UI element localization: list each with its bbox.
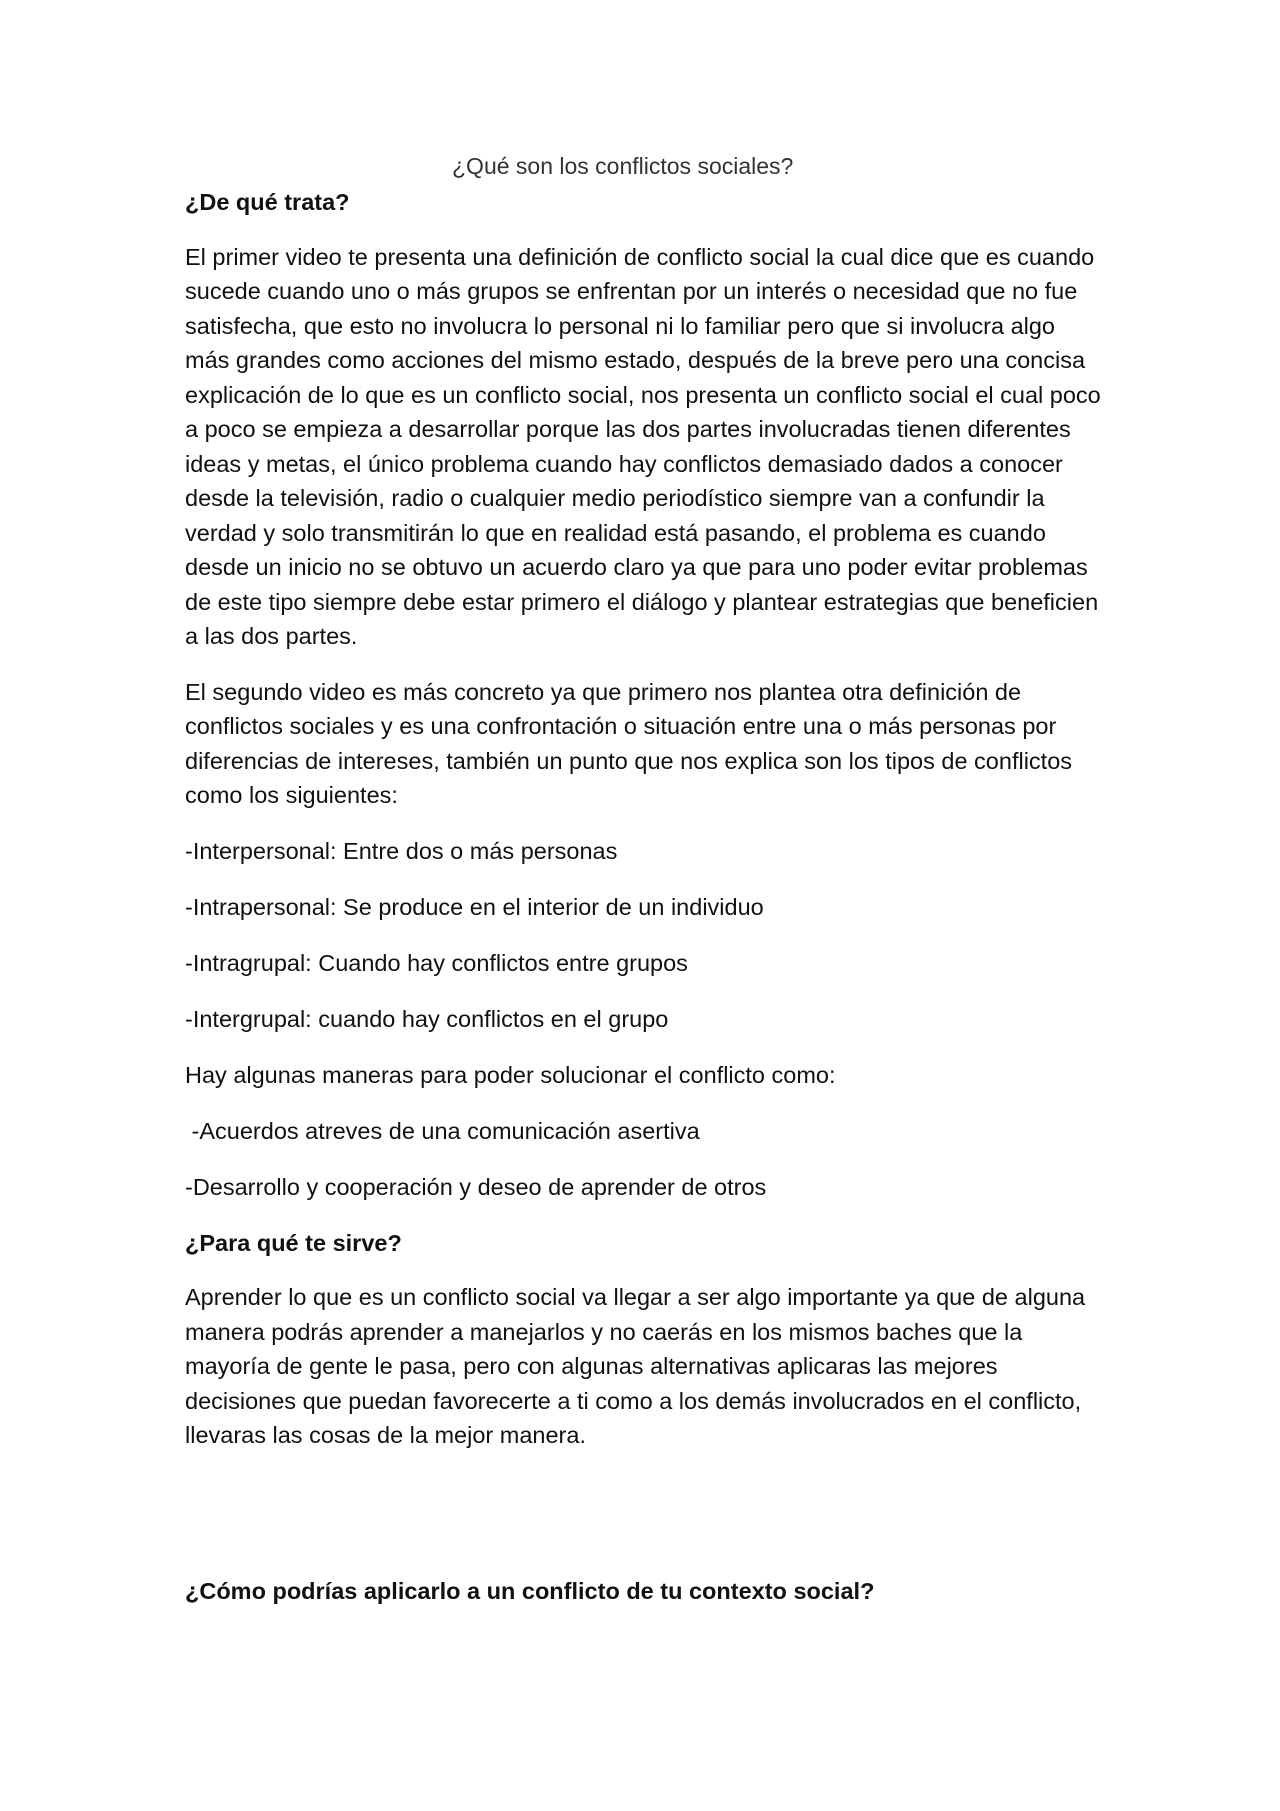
paragraph-second-video: El segundo video es más concreto ya que primero nos plantea otra definición de conflictos sociales y es una confrontación o situación entre una o más personas por diferencias de intereses, también un punto que nos explica son los tipos de conflictos como los siguientes: xyxy=(185,678,1073,808)
paragraph-first-video: El primer video te presenta una definición de conflicto social la cual dice que es cuando sucede cuando uno o más grupos se enfrentan por un interés o necesidad que no fue satisfecha, que esto no involucra lo personal ni lo familiar pero que si involucra algo más grandes como acciones del mismo estado, después de la breve pero una concisa explicación de lo que es un conflicto social, nos presenta un conflicto social el cual poco a poco se empieza a desarrollar porque las dos partes involucradas tienen diferentes ideas y metas, el único problema cuando hay conflictos demasiado dados a conocer desde la televisión, radio o cualquier medio periodístico siempre van a confundir la verdad y solo transmitirán lo que en realidad está pasando, el problema es cuando desde un inicio no se obtuvo un acuerdo claro ya que para uno poder evitar problemas de este tipo siempre debe estar primero el diálogo y plantear estrategias que beneficien a las dos partes. xyxy=(185,243,1101,649)
list-item-intergrupal: -Intergrupal: cuando hay conflictos en el grupo xyxy=(185,1005,669,1032)
document-title: ¿Qué son los conflictos sociales? xyxy=(452,153,794,179)
list-item-interpersonal: -Interpersonal: Entre dos o más personas xyxy=(185,837,618,864)
solutions-intro: Hay algunas maneras para poder solucionar el conflicto como: xyxy=(185,1061,836,1088)
list-item-intrapersonal: -Intrapersonal: Se produce en el interior de un individuo xyxy=(185,893,764,920)
list-item-solution-acuerdos: -Acuerdos atreves de una comunicación asertiva xyxy=(185,1117,700,1144)
list-item-solution-desarrollo: -Desarrollo y cooperación y deseo de aprender de otros xyxy=(185,1173,767,1200)
section-heading-para-que-sirve: ¿Para qué te sirve? xyxy=(185,1229,402,1256)
section-heading-de-que-trata: ¿De qué trata? xyxy=(185,189,350,215)
blank-space xyxy=(185,1474,1105,1574)
document-body xyxy=(185,185,1105,1628)
paragraph-usefulness: Aprender lo que es un conflicto social va llegar a ser algo importante ya que de alguna manera podrás aprender a manejarlos y no caerás en los mismos baches que la mayoría de gente le pasa, pero con algunas alternativas aplicaras las mejores decisiones que puedan favorecerte a ti como a los demás involucrados en el conflicto, llevaras las cosas de la mejor manera. xyxy=(185,1284,1086,1448)
section-heading-como-aplicarlo: ¿Cómo podrías aplicarlo a un conflicto de tu contexto social? xyxy=(185,1577,875,1604)
list-item-intragrupal: -Intragrupal: Cuando hay conflictos entre grupos xyxy=(185,949,688,976)
